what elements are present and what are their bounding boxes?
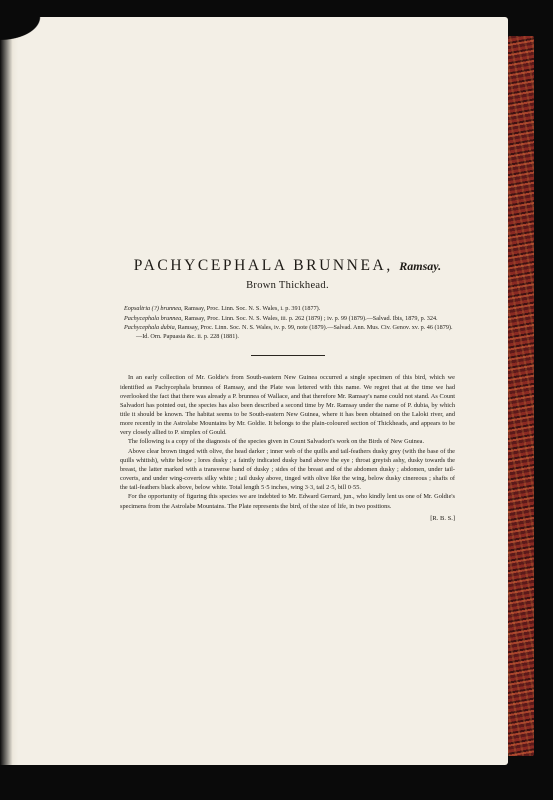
- author-initials: [R. B. S.]: [430, 514, 455, 522]
- species-name: PACHYCEPHALA BRUNNEA,: [133, 257, 393, 274]
- page-curl-shadow: [0, 17, 18, 765]
- common-name: Brown Thickhead.: [246, 280, 329, 291]
- page-corner-shadow: [0, 17, 70, 57]
- reference-entry: Pachycephala dubia, Ramsay, Proc. Linn. Soc. N. S. Wales, iv. p. 99, note (1879).—Salvad. Ann. Mus. Civ. Genov. xv. p. 46 (1879).—Id. Orn. Papuasia &c. ii. p. 228 (1881).: [124, 324, 453, 340]
- reference-entry: Pachycephala brunnea, Ramsay, Proc. Linn. Soc. N. S. Wales, iii. p. 262 (1879) ; iv. p. 99 (1879).—Salvad. Ibis, 1879, p. 324.: [124, 314, 438, 322]
- page-text-block: [120, 257, 455, 523]
- body-paragraph: In an early collection of Mr. Goldie's from South-eastern New Guinea occurred a single specimen of this bird, which we identified as Pachycephala brunnea of Ramsay, and the Plate was lettered with this name. We regret that at the time we had overlooked the fact that there was already a P. brunnea of Wallace, and that therefore Mr. Ramsay's name could not stand. As Count Salvadori has pointed out, the species has also been described a second time by Mr. Ramsay under the name of P. dubia, by which title it should be known. The habitat seems to be South-eastern New Guinea, where it has been obtained on the Laloki river, and more recently in the Astrolabe Mountains by Mr. Goldie. It belongs to the plain-coloured section of Thickheads, and appears to be very closely allied to P. simplex of Gould.: [120, 374, 455, 437]
- body-paragraph: For the opportunity of figuring this species we are indebted to Mr. Edward Gerrard, jun., who kindly lent us one of Mr. Goldie's specimens from the Astrolabe Mountains. The Plate represents the bird, of the size of life, in two positions.: [120, 493, 455, 510]
- species-author: Ramsay.: [399, 259, 442, 273]
- synonymy-references: [124, 305, 455, 341]
- description-body: [120, 373, 455, 523]
- section-divider: [251, 355, 325, 356]
- reference-entry: Eopsaltria (?) brunnea, Ramsay, Proc. Linn. Soc. N. S. Wales, i. p. 391 (1877).: [124, 305, 321, 312]
- book-page: [0, 17, 508, 765]
- species-title: [120, 257, 455, 275]
- body-paragraph: The following is a copy of the diagnosis of the species given in Count Salvadori's work on the Birds of New Guinea.: [128, 438, 425, 446]
- body-paragraph: Above clear brown tinged with olive, the head darker ; inner web of the quills and tail-feathers dusky grey (with the base of the quills whitish), white below ; lores dusky ; a faintly indicated dusky band above the eye ; throat greyish ashy, dusky towards the breast, the latter marked with a transverse band of dusky ; sides of the breast and of the abdomen dusky ; abdomen, under tail-coverts, and under wing-coverts silky white ; tail dusky above, tinged with olive like the wing, below dusky cinereous ; shafts of the tail-feathers black above, below white. Total length 5·5 inches, wing 3·3, tail 2·5, bill 0·55.: [120, 447, 455, 492]
- marbled-page-edge: [508, 36, 534, 756]
